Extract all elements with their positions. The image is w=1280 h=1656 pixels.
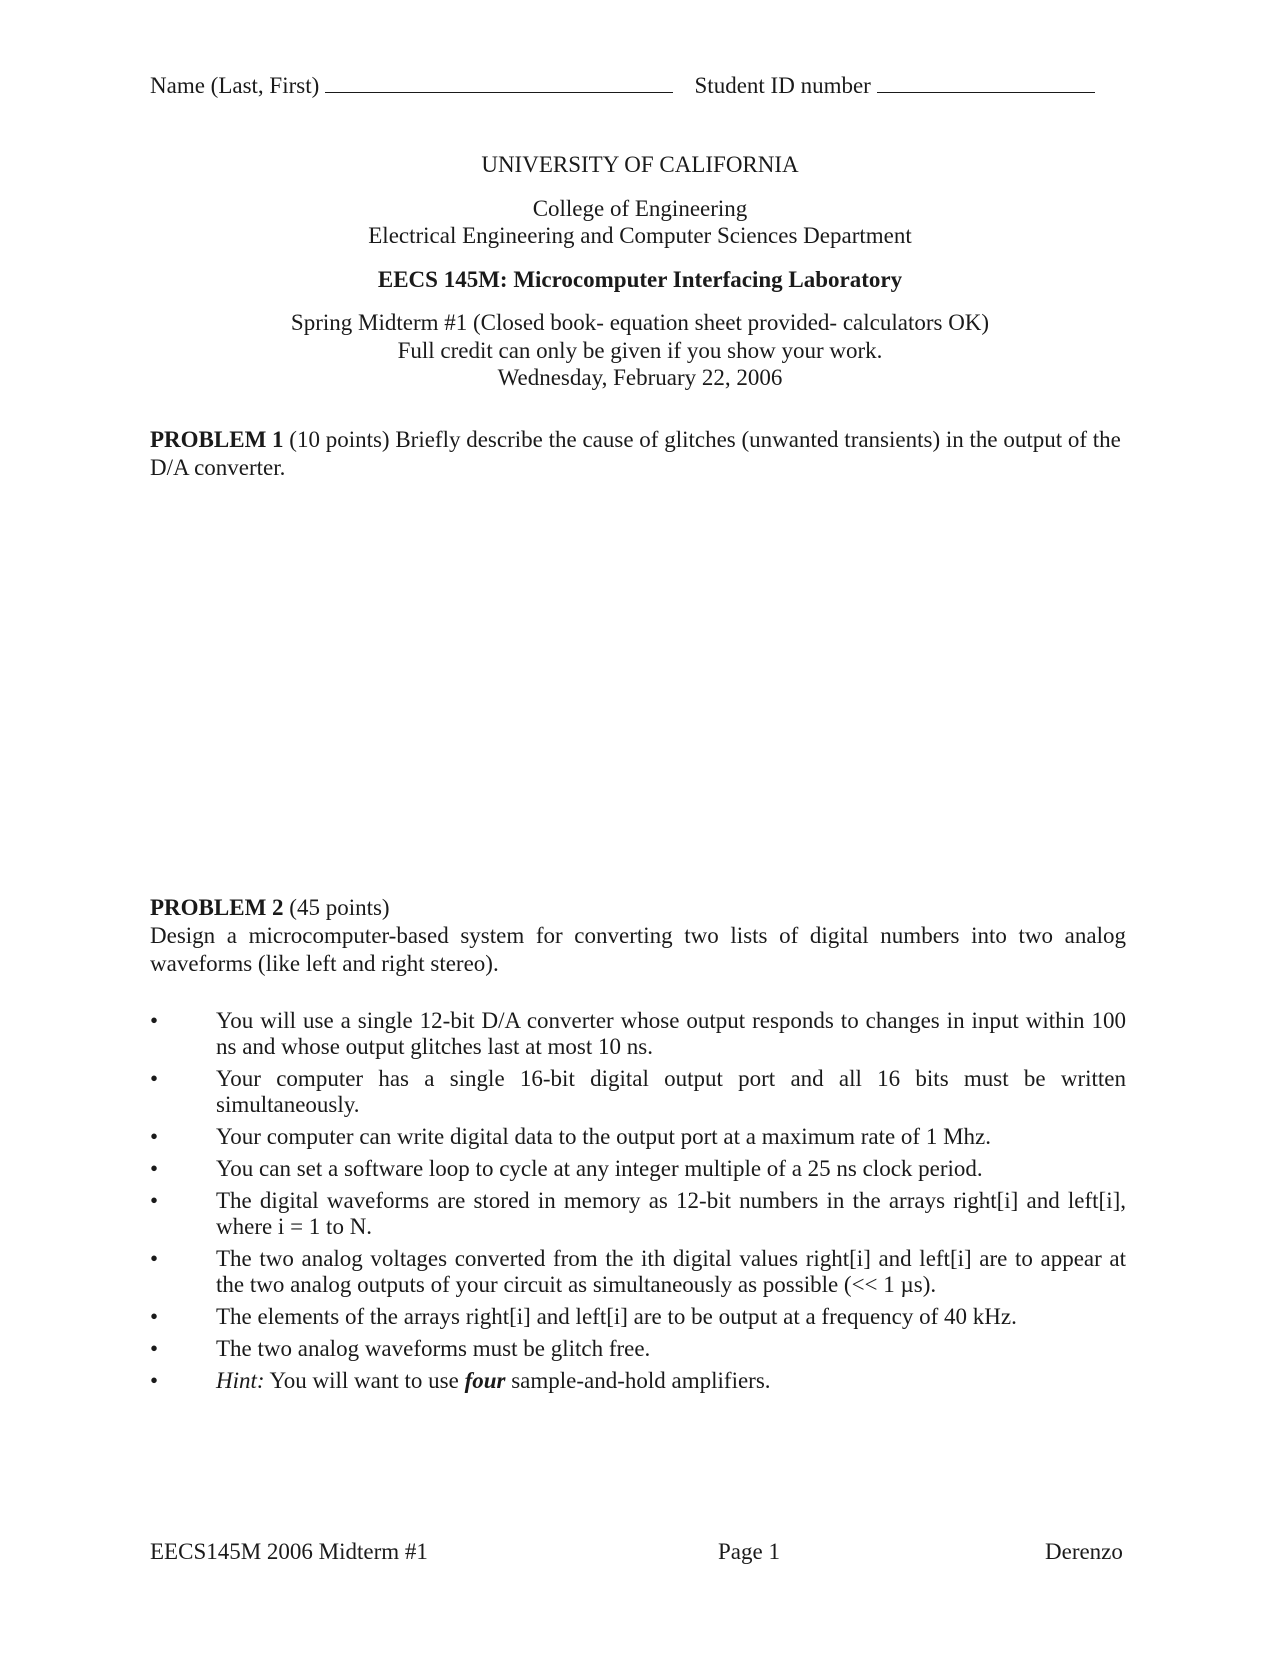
bullet-icon: • (150, 1156, 159, 1181)
student-id-blank[interactable] (877, 72, 1095, 93)
list-item: • Your computer can write digital data to the output port at a maximum rate of 1 Mhz. (150, 1124, 992, 1149)
bullet-icon: • (150, 1066, 159, 1091)
problem-2-heading (150, 894, 1126, 922)
bullet-icon: • (150, 1124, 159, 1149)
problem-1 (150, 426, 1126, 482)
list-item: • You can set a software loop to cycle at any integer multiple of a 25 ns clock period. (150, 1156, 983, 1181)
exam-description: Spring Midterm #1 (Closed book- equation sheet provided- calculators OK) (290, 310, 990, 335)
list-item: • The two analog voltages converted from the ith digital values right[i] and left[i] are to appear at the two analog outputs of your circuit as simultaneously as possible (<< 1 µs). (150, 1246, 1126, 1297)
bullet-icon: • (150, 1246, 159, 1271)
bullet-icon: • (150, 1368, 159, 1393)
credit-note: Full credit can only be given if you show your work. (397, 338, 883, 363)
problem-2-points: (45 points) (283, 895, 390, 920)
department-name: Electrical Engineering and Computer Sciences Department (368, 223, 912, 248)
list-item: • The two analog waveforms must be glitch free. (150, 1336, 651, 1361)
hint-label: Hint: (216, 1368, 265, 1393)
bullet-icon: • (150, 1336, 159, 1361)
bullet-icon: • (150, 1008, 159, 1033)
name-blank[interactable] (325, 72, 673, 93)
list-item: • You will use a single 12-bit D/A converter whose output responds to changes in input within 100 ns and whose output glitches last at most 10 ns. (150, 1008, 1126, 1059)
hint-emphasis: four (464, 1368, 506, 1393)
university-title: UNIVERSITY OF CALIFORNIA (481, 152, 799, 177)
list-item: • The elements of the arrays right[i] and left[i] are to be output at a frequency of 40 kHz. (150, 1304, 1017, 1329)
exam-date: Wednesday, February 22, 2006 (497, 365, 783, 390)
name-line (150, 72, 1095, 100)
footer-course: EECS145M 2006 Midterm #1 (150, 1539, 428, 1564)
requirements-list (150, 1008, 1126, 1400)
problem-1-label: PROBLEM 1 (150, 427, 284, 452)
bullet-icon: • (150, 1188, 159, 1213)
problem-2-intro: Design a microcomputer-based system for converting two lists of digital numbers into two analog waveforms (like left and right stereo). (150, 923, 1126, 976)
footer-author: Derenzo (1045, 1539, 1123, 1564)
list-item: • Your computer has a single 16-bit digital output port and all 16 bits must be written simultaneously. (150, 1066, 1126, 1117)
college-name: College of Engineering (532, 196, 748, 221)
name-label: Name (Last, First) (150, 73, 320, 98)
list-item: • The digital waveforms are stored in memory as 12-bit numbers in the arrays right[i] and left[i], where i = 1 to N. (150, 1188, 1126, 1239)
footer-page-number: Page 1 (718, 1539, 780, 1564)
bullet-icon: • (150, 1304, 159, 1329)
problem-2-label: PROBLEM 2 (150, 895, 284, 920)
hint-item: • Hint: You will want to use four sample-and-hold amplifiers. (150, 1368, 771, 1393)
student-id-label: Student ID number (694, 73, 871, 98)
course-title: EECS 145M: Microcomputer Interfacing Laboratory (377, 267, 903, 292)
problem-1-text: (10 points) Briefly describe the cause of glitches (unwanted transients) in the output of the D/A converter. (150, 427, 1121, 480)
